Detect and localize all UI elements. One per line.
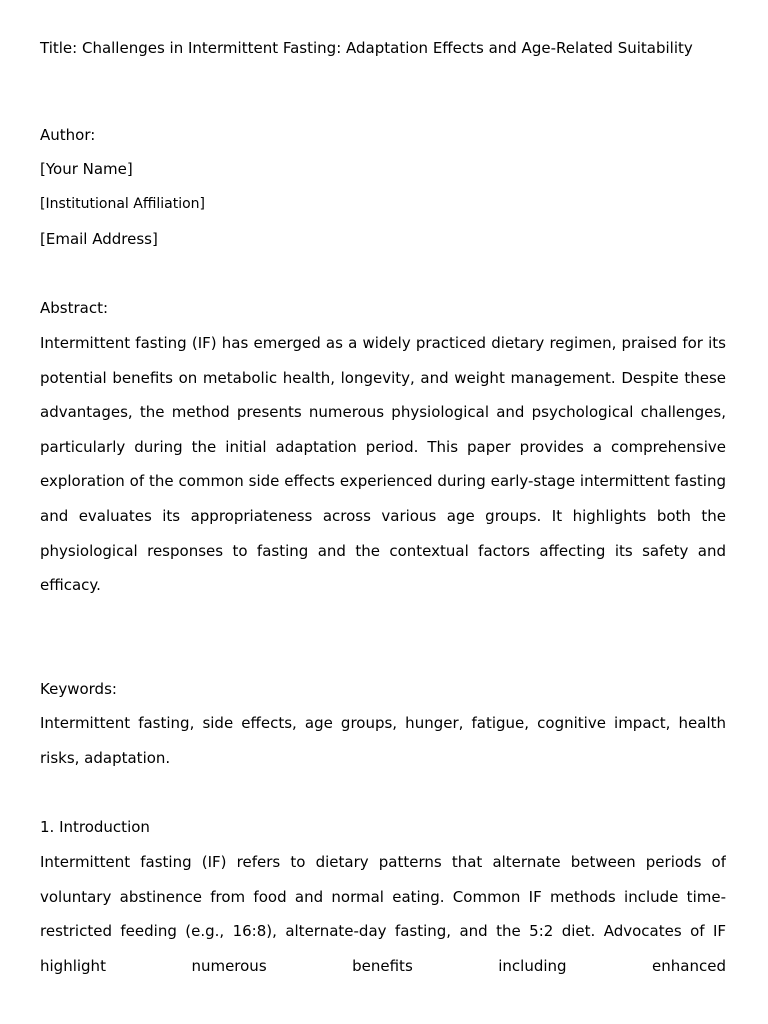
author-heading: Author: <box>40 126 96 144</box>
introduction-heading: 1. Introduction <box>40 818 150 836</box>
author-email: [Email Address] <box>40 230 158 248</box>
author-affiliation: [Institutional Affiliation] <box>40 196 205 212</box>
document-title: Title: Challenges in Intermittent Fasting: Adaptation Effects and Age-Related Suitability <box>40 39 693 57</box>
abstract-heading: Abstract: <box>40 299 109 317</box>
keywords-text: Intermittent fasting, side effects, age groups, hunger, fatigue, cognitive impact, health risks, adaptation. <box>40 714 726 767</box>
abstract-text: Intermittent fasting (IF) has emerged as a widely practiced dietary regimen, praised for its potential benefits on metabolic health, longevity, and weight management. Despite these advantages, the method presents numerous physiological and psychological challenges, particularly during the initial adaptation period. This paper provides a comprehensive exploration of the common side effects experienced during early-stage intermittent fasting and evaluates its appropriateness across various age groups. It highlights both the physiological responses to fasting and the contextual factors affecting its safety and efficacy. <box>40 334 726 595</box>
keywords-heading: Keywords: <box>40 680 117 698</box>
author-name: [Your Name] <box>40 160 133 178</box>
introduction-text: Intermittent fasting (IF) refers to dietary patterns that alternate between periods of voluntary abstinence from food and normal eating. Common IF methods include time-restricted feeding (e.g., 16:8), alternate-day fasting, and the 5:2 diet. Advocates of IF highlight numerous benefits including enhanced <box>40 853 726 975</box>
